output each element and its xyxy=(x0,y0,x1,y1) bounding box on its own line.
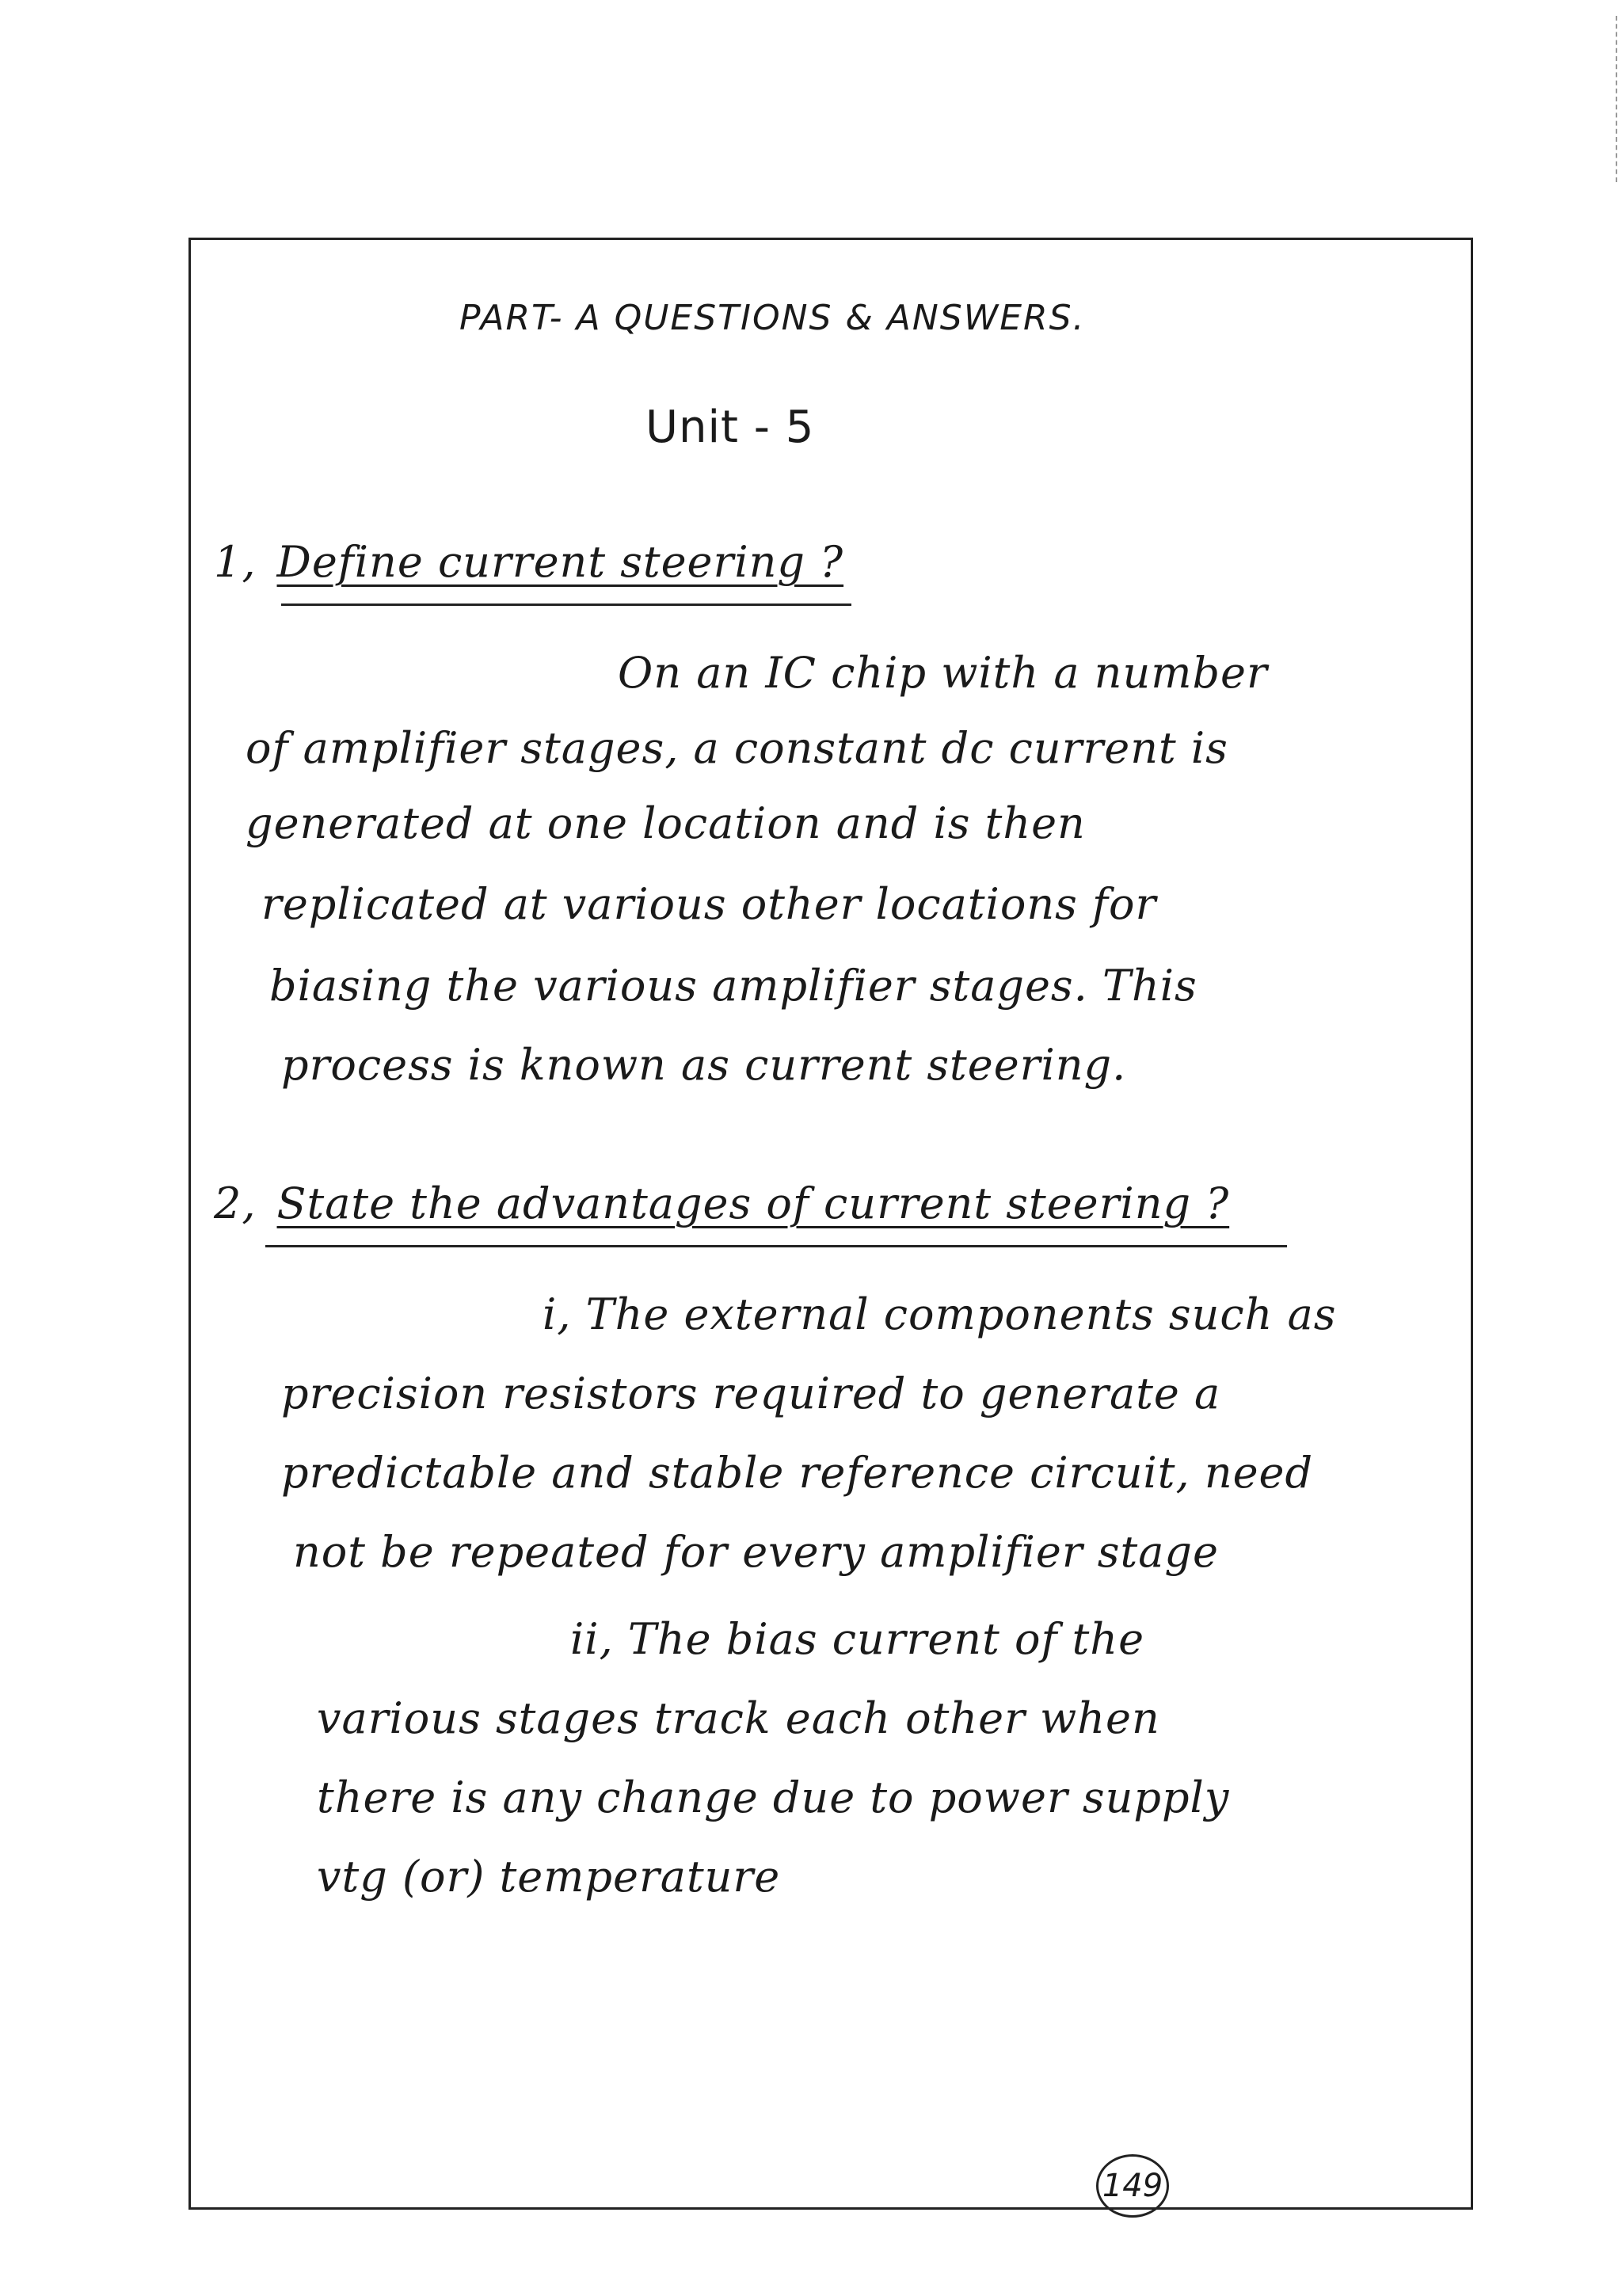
question-2-text: State the advantages of current steering ? xyxy=(276,1178,1230,1228)
answer-2-line-3: predictable and stable reference circuit, need xyxy=(281,1448,1314,1498)
answer-2-line-2: precision resistors required to generate a xyxy=(281,1369,1221,1418)
answer-2-line-7: there is any change due to power supply xyxy=(317,1772,1230,1822)
question-1-text: Define current steering ? xyxy=(276,537,844,587)
answer-2-line-1: i, The external components such as xyxy=(543,1289,1337,1339)
answer-1-line-4: replicated at various other locations for xyxy=(261,879,1157,929)
answer-1-line-5: biasing the various amplifier stages. This xyxy=(269,961,1197,1011)
question-2-double-underline xyxy=(265,1245,1287,1247)
question-1-double-underline xyxy=(281,604,851,606)
answer-2-line-4: not be repeated for every amplifier stage xyxy=(293,1527,1219,1577)
answer-1-line-2: of amplifier stages, a constant dc current is xyxy=(246,723,1228,773)
page-title: PART- A QUESTIONS & ANSWERS. xyxy=(459,298,1086,338)
answer-1-line-1: On an IC chip with a number xyxy=(618,648,1268,698)
scan-edge-marks xyxy=(1614,16,1617,182)
answer-2-line-8: vtg (or) temperature xyxy=(317,1852,781,1902)
question-1 xyxy=(214,539,843,586)
question-2-number: 2, xyxy=(214,1178,257,1228)
unit-heading: Unit - 5 xyxy=(645,402,815,453)
answer-2-line-5: ii, The bias current of the xyxy=(570,1614,1145,1664)
answer-1-line-3: generated at one location and is then xyxy=(246,798,1086,848)
answer-2-line-6: various stages track each other when xyxy=(317,1693,1160,1743)
answer-1-line-6: process is known as current steering. xyxy=(281,1040,1127,1090)
page-number: 149 xyxy=(1096,2154,1169,2218)
question-1-number: 1, xyxy=(214,537,257,587)
question-2 xyxy=(214,1180,1229,1228)
